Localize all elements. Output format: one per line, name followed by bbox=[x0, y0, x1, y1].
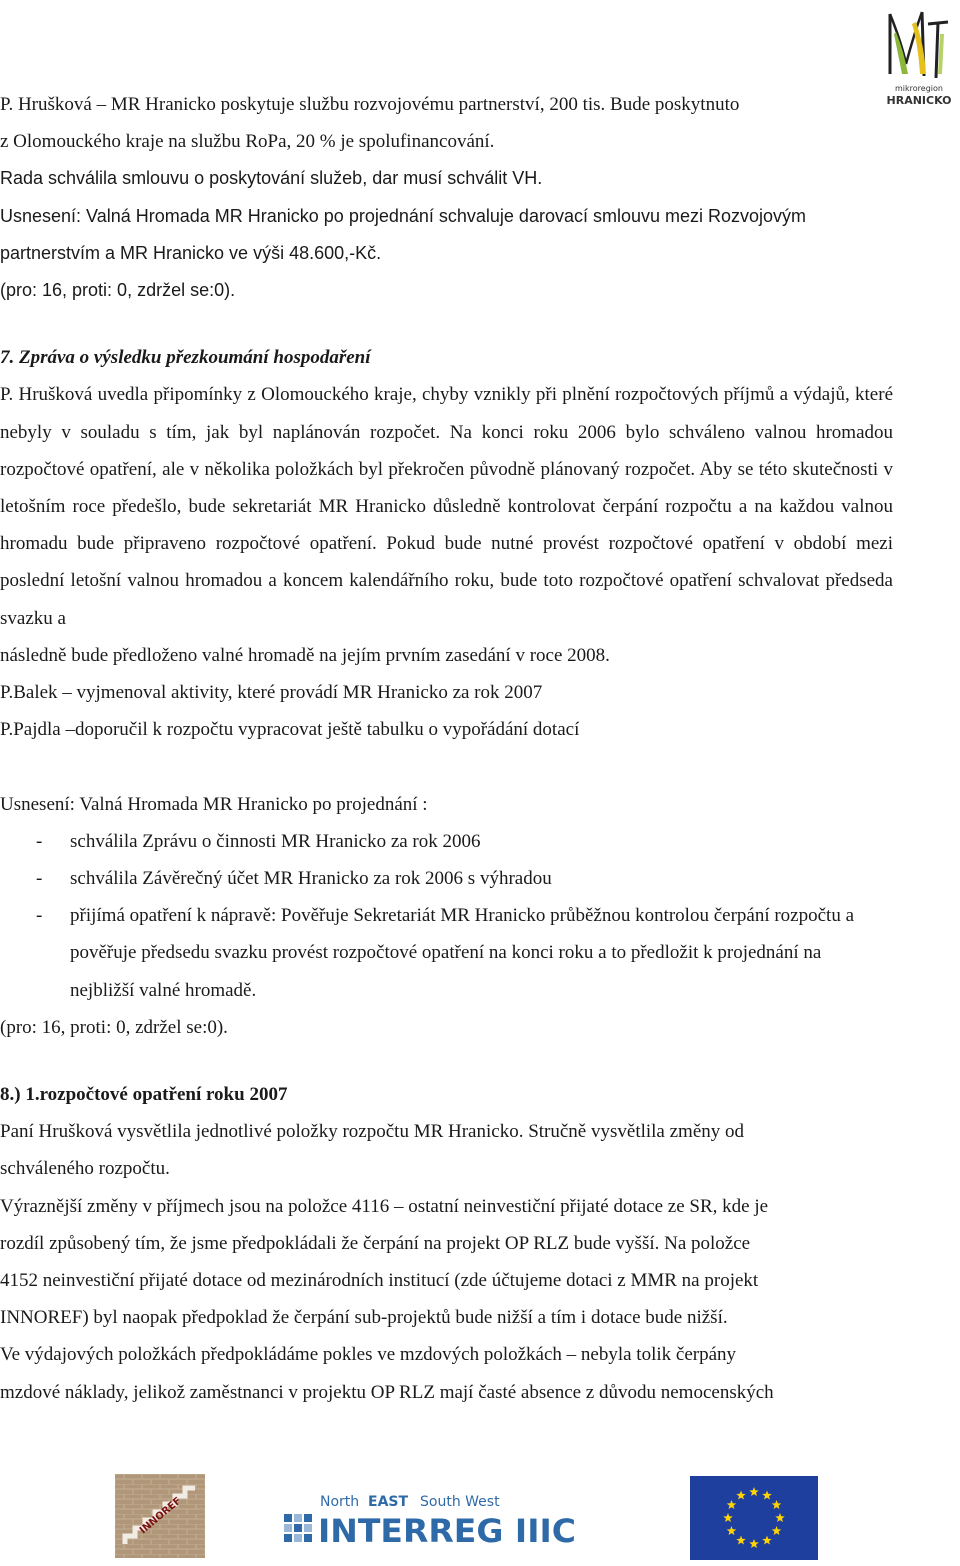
bullet-text: přijímá opatření k nápravě: Pověřuje Sekretariát MR Hranicko průběžnou kontrolou čerpání rozpočtu a pověřuje předsedu svazku provést rozpočtové opatření na konci roku a to předložit k projednání na nejbližší valné hromadě. bbox=[70, 905, 855, 1001]
interreg-north: North bbox=[320, 1494, 360, 1510]
interreg-main-text: INTERREG IIIC bbox=[318, 1512, 576, 1550]
bullet-dash: - bbox=[36, 868, 43, 890]
report-paragraph: P. Hrušková uvedla připomínky z Olomouckého kraje, chyby vznikly při plnění rozpočtových příjmů a výdajů, které nebyly v souladu s tím, jak byl naplánován rozpočet. Na konci roku 2006 bylo schváleno valnou hromadou rozpočtové opatření, ale v několika položkách byl překročen původně plánovaný rozpočet. Aby se této skutečnosti v letošním roce předešlo, bude sekretariát MR Hranicko důsledně kontrolovat čerpání rozpočtu a na každou valnou hromadu bude připraveno rozpočtové opatření. Pokud bude nutné provést rozpočtové opatření v období mezi poslední letošní valnou hromadou a koncem kalendářního roku, bude toto rozpočtové opatření schvalovat předseda svazku a bbox=[0, 384, 893, 629]
bullet-text: schválila Závěrečný účet MR Hranicko za rok 2006 s výhradou bbox=[70, 868, 552, 890]
paragraph-line-1: P. Hrušková – MR Hranicko poskytuje službu rozvojovému partnerství, 200 tis. Bude poskytnuto bbox=[0, 94, 740, 115]
budget-line-3: Výraznější změny v příjmech jsou na položce 4116 – ostatní neinvestiční přijaté dotace ze SR, kde je bbox=[0, 1195, 769, 1217]
pajdla-note: P.Pajdla –doporučil k rozpočtu vypracovat ještě tabulku o vypořádání dotací bbox=[0, 719, 580, 741]
report-paragraph-last: následně bude předloženo valné hromadě na jejím prvním zasedání v roce 2008. bbox=[0, 644, 610, 666]
bullet-dash: - bbox=[36, 905, 43, 927]
budget-line-6: INNOREF) byl naopak předpoklad že čerpání sub-projektů bude nižší a tím i dotace bude nižší. bbox=[0, 1307, 728, 1329]
logo-top-text: mikroregion bbox=[895, 84, 943, 93]
budget-line-5: 4152 neinvestiční přijaté dotace od mezinárodních institucí (zde účtujeme dotaci z MMR na projekt bbox=[0, 1270, 759, 1292]
balek-note: P.Balek – vyjmenoval aktivity, které provádí MR Hranicko za rok 2007 bbox=[0, 682, 543, 704]
vote-result: (pro: 16, proti: 0, zdržel se:0). bbox=[0, 280, 236, 301]
budget-line-1: Paní Hrušková vysvětlila jednotlivé položky rozpočtu MR Hranicko. Stručně vysvětlila změny od bbox=[0, 1121, 745, 1143]
document-body bbox=[0, 86, 900, 1411]
interreg-squares-icon bbox=[284, 1514, 312, 1542]
bullet-dash: - bbox=[36, 830, 43, 852]
resolution-item bbox=[0, 897, 900, 1009]
innoref-text: INNOREF bbox=[137, 1495, 184, 1537]
budget-line-4: rozdíl způsobený tím, že jsme předpokládali že čerpání na projekt OP RLZ bude vyšší. Na položce bbox=[0, 1232, 751, 1254]
section-heading-7: 7. Zpráva o výsledku přezkoumání hospodaření bbox=[0, 347, 371, 369]
interreg-east: EAST bbox=[368, 1494, 409, 1510]
resolution-line-1: Usnesení: Valná Hromada MR Hranicko po projednání schvaluje darovací smlouvu mezi Rozvojovým bbox=[0, 205, 807, 226]
eu-flag-icon bbox=[690, 1476, 818, 1560]
bullet-text: schválila Zprávu o činnosti MR Hranicko za rok 2006 bbox=[70, 830, 481, 852]
section-heading-8: 8.) 1.rozpočtové opatření roku 2007 bbox=[0, 1084, 288, 1106]
resolution-item bbox=[0, 860, 900, 897]
budget-line-2: schváleného rozpočtu. bbox=[0, 1158, 170, 1180]
budget-line-7: Ve výdajových položkách předpokládáme pokles ve mzdových položkách – nebyla tolik čerpány bbox=[0, 1344, 737, 1366]
budget-line-8: mzdové náklady, jelikož zaměstnanci v projektu OP RLZ mají časté absence z důvodu nemocenských bbox=[0, 1381, 774, 1403]
innoref-logo bbox=[115, 1474, 205, 1558]
logo-name-text: HRANICKO bbox=[886, 94, 952, 107]
paragraph-line-2: z Olomouckého kraje na službu RoPa, 20 % je spolufinancování. bbox=[0, 131, 495, 153]
resolution-intro: Usnesení: Valná Hromada MR Hranicko po projednání : bbox=[0, 793, 428, 815]
interreg-logo bbox=[284, 1492, 584, 1556]
interreg-southwest: South West bbox=[420, 1494, 500, 1510]
resolution-line-2: partnerstvím a MR Hranicko ve výši 48.600,-Kč. bbox=[0, 242, 382, 263]
footer-logos bbox=[0, 1470, 960, 1566]
vote-result-2: (pro: 16, proti: 0, zdržel se:0). bbox=[0, 1016, 228, 1038]
resolution-item bbox=[0, 823, 900, 860]
paragraph-line-3: Rada schválila smlouvu o poskytování služeb, dar musí schválit VH. bbox=[0, 168, 543, 189]
